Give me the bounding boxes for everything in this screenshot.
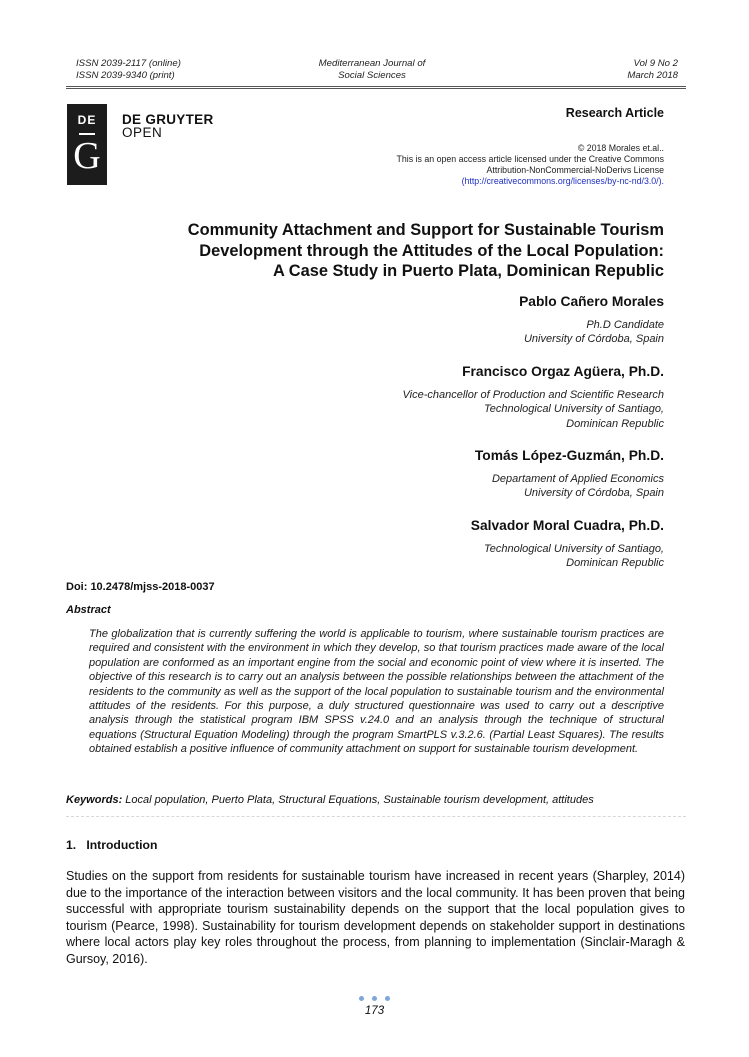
keywords-text: Local population, Puerto Plata, Structural Equations, Sustainable tourism development, attitudes bbox=[122, 794, 594, 806]
license-link[interactable]: (http://creativecommons.org/licenses/by-nc-nd/3.0/). bbox=[461, 176, 664, 186]
doi: Doi: 10.2478/mjss-2018-0037 bbox=[66, 581, 215, 593]
title-line1: Community Attachment and Support for Sustainable Tourism bbox=[187, 221, 664, 239]
license-block bbox=[397, 143, 664, 187]
volume: Vol 9 No 2 bbox=[633, 58, 678, 69]
header-rule bbox=[66, 86, 686, 89]
affiliation-line: University of Córdoba, Spain bbox=[523, 333, 664, 346]
license-line1: This is an open access article licensed under the Creative Commons bbox=[396, 154, 664, 164]
author-name: Francisco Orgaz Agüera, Ph.D. bbox=[462, 364, 664, 379]
copyright: © 2018 Morales et.al.. bbox=[577, 143, 664, 153]
page-number: 173 bbox=[364, 1005, 385, 1017]
author-affiliation bbox=[471, 542, 664, 571]
keywords-label: Keywords: bbox=[66, 794, 123, 806]
de-gruyter-logo-icon bbox=[67, 104, 107, 185]
publisher-name-main: DE GRUYTER bbox=[122, 112, 214, 127]
affiliation-line: University of Córdoba, Spain bbox=[523, 487, 664, 500]
paper-title bbox=[104, 220, 664, 282]
divider bbox=[66, 816, 686, 817]
title-line2: Development through the Attitudes of the Local Population: bbox=[199, 241, 664, 260]
affiliation-line: Dominican Republic bbox=[566, 557, 664, 570]
section-heading: 1. Introduction bbox=[66, 838, 158, 852]
affiliation-line: Vice-chancellor of Production and Scientific Research bbox=[402, 389, 664, 401]
affiliation-line: Technological University of Santiago, bbox=[484, 543, 664, 555]
publisher-name-sub: OPEN bbox=[122, 125, 163, 140]
affiliation-line: Dominican Republic bbox=[566, 417, 664, 430]
author-block bbox=[471, 518, 664, 571]
author-block bbox=[519, 294, 664, 347]
author-name: Tomás López-Guzmán, Ph.D. bbox=[474, 448, 664, 463]
affiliation-line: Ph.D Candidate bbox=[586, 319, 664, 331]
logo-de-text: DE bbox=[77, 113, 97, 127]
title-line3: A Case Study in Puerto Plata, Dominican Republic bbox=[272, 262, 664, 280]
issue-date: March 2018 bbox=[627, 70, 678, 81]
author-affiliation bbox=[403, 388, 665, 431]
issue-info bbox=[627, 58, 678, 82]
body-paragraph: Studies on the support from residents for sustainable tourism have increased in recent years (Sharpley, 2014) due to the importance of the interaction between visitors and the local community. It has been proven that being successful with appropriate tourism sustainability depends on the support that the local population gives to tourism (Pearce, 1998). Sustainability for tourism development depends on stakeholder support in destinations where local actors play key roles throughout the process, from planning to implementation (Sinclair-Maragh & Gursoy, 2016). bbox=[66, 869, 685, 966]
article-type: Research Article bbox=[565, 106, 664, 120]
keywords bbox=[66, 794, 686, 806]
publisher-name bbox=[122, 113, 214, 139]
issn-online: ISSN 2039-2117 (online) bbox=[76, 58, 181, 69]
issn-print: ISSN 2039-9340 (print) bbox=[76, 70, 175, 81]
journal-name bbox=[66, 58, 678, 82]
affiliation-line: Technological University of Santiago, bbox=[484, 403, 664, 416]
author-block bbox=[475, 448, 664, 501]
author-affiliation bbox=[519, 318, 664, 347]
author-name: Salvador Moral Cuadra, Ph.D. bbox=[470, 518, 664, 533]
affiliation-line: Departament of Applied Economics bbox=[491, 473, 664, 485]
license-line2: Attribution-NonCommercial-NoDerivs License bbox=[486, 165, 664, 175]
logo-g-text: G bbox=[73, 135, 101, 177]
journal-name-line2: Social Sciences bbox=[338, 70, 406, 81]
journal-name-line1: Mediterranean Journal of bbox=[318, 58, 426, 69]
page-dots-icon bbox=[359, 996, 391, 1002]
author-affiliation bbox=[475, 472, 664, 501]
author-block bbox=[403, 364, 665, 431]
author-name: Pablo Cañero Morales bbox=[519, 294, 664, 309]
abstract-text: The globalization that is currently suffering the world is applicable to tourism, where sustainable tourism practices are required and consistent with the environment in which they develop, so that tourism practices made aware of the local population are conformed as an important engine from the social and economic point of view where it is inserted. The objective of this research is to carry out an analysis between the possible relationships between the attachment of the residents to the community as well as the support of the local population to sustainable tourism and the environmental attitudes of the residents. For this purpose, a duly structured questionnaire was used to carry out a descriptive analysis through the statistical program IBM SPSS v.24.0 and an analysis through the technique of structural equations (Structural Equation Modeling) through the program SmartPLS v.3.2.6. (Partial Least Squares). The results obtained establish a positive influence of community attachment on support for sustainable tourism development. bbox=[89, 628, 664, 756]
abstract-heading: Abstract bbox=[66, 604, 111, 616]
